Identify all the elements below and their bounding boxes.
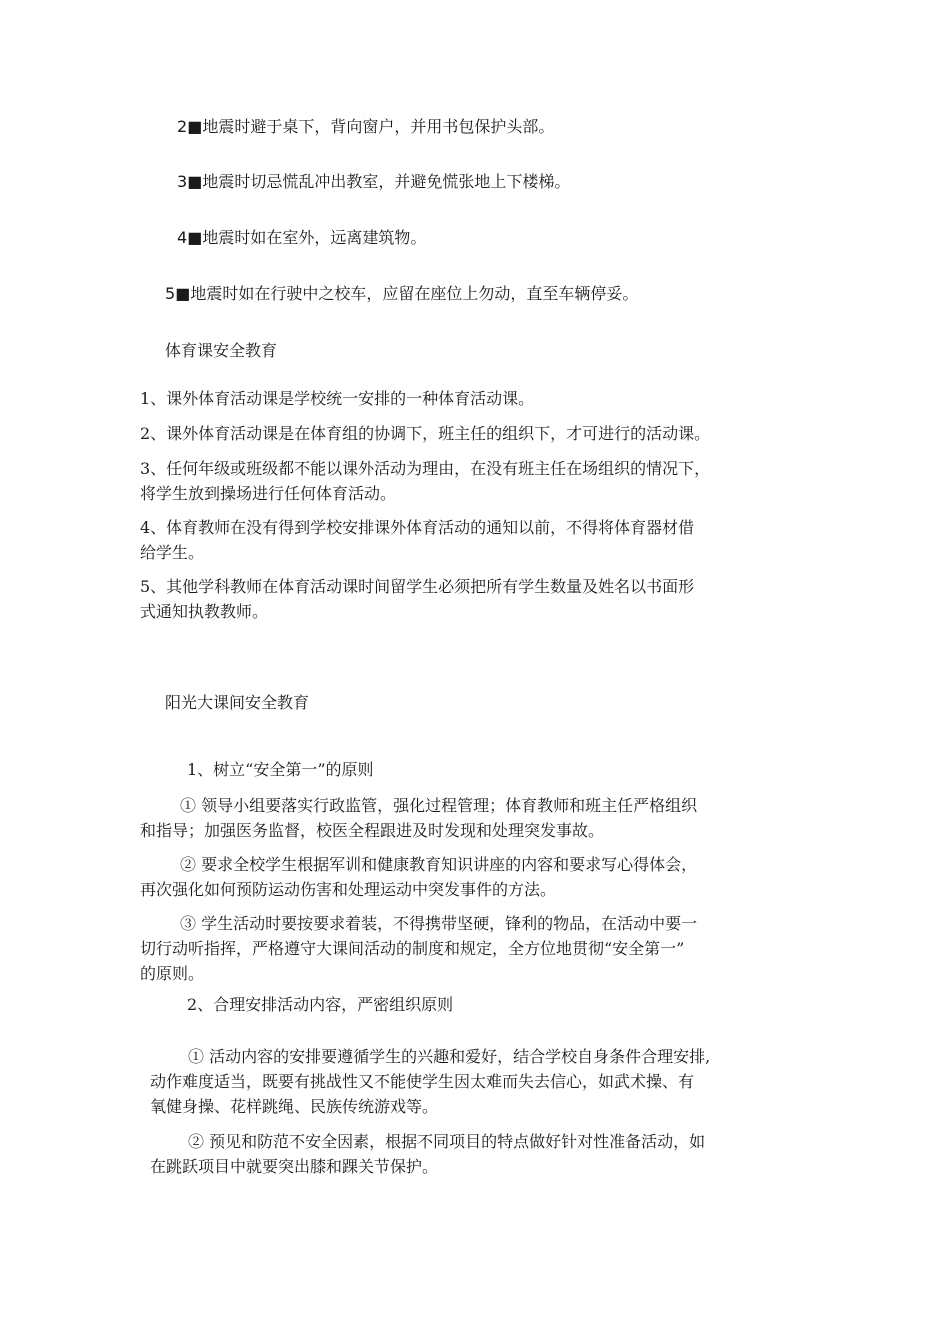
- item-text: 地震时避于桌下，背向窗户，并用书包保护头部。: [202, 117, 555, 136]
- text-line: 切行动听指挥，严格遵守大课间活动的制度和规定，全方位地贯彻“安全第一”: [140, 939, 685, 958]
- bullet-square-icon: ■: [187, 117, 203, 136]
- item-number: 3: [177, 172, 188, 191]
- text-line: 的原则。: [140, 964, 205, 983]
- text-line: 5、其他学科教师在体育活动课时间留学生必须把所有学生数量及姓名以书面形: [140, 577, 695, 596]
- text-line: 1、课外体育活动课是学校统一安排的一种体育活动课。: [140, 389, 535, 408]
- text-line: 在跳跃项目中就要突出膝和踝关节保护。: [150, 1157, 439, 1176]
- pe-rule-item: [140, 515, 694, 565]
- text-line: 动作难度适当，既要有挑战性又不能使学生因太难而失去信心，如武术操、有: [150, 1072, 695, 1091]
- text-line: 再次强化如何预防运动伤害和处理运动中突发事件的方法。: [140, 880, 557, 899]
- text-line: ② 预见和防范不安全因素，根据不同项目的特点做好针对性准备活动，如: [188, 1132, 706, 1151]
- text-line: 和指导；加强医务监督，校医全程跟进及时发现和处理突发事故。: [140, 821, 605, 840]
- text-line: 2、课外体育活动课是在体育组的协调下，班主任的组织下，才可进行的活动课。: [140, 424, 711, 443]
- item-number: 5: [165, 284, 176, 303]
- section-heading-sunshine: 阳光大课间安全教育: [165, 693, 310, 712]
- item-number: 2: [177, 117, 188, 136]
- text-line: 4、体育教师在没有得到学校安排课外体育活动的通知以前，不得将体育器材借: [140, 518, 695, 537]
- earthquake-item: [165, 283, 638, 305]
- item-text: 地震时如在室外，远离建筑物。: [202, 228, 427, 247]
- pe-rule-item: [140, 386, 534, 411]
- section-heading-pe: 体育课安全教育: [165, 341, 278, 360]
- text-line: 将学生放到操场进行任何体育活动。: [140, 484, 397, 503]
- text-line: ③ 学生活动时要按要求着装，不得携带坚硬，锋利的物品，在活动中要一: [180, 914, 698, 933]
- bullet-square-icon: ■: [187, 172, 203, 191]
- principle-item: [140, 911, 697, 986]
- pe-rule-item: [140, 456, 710, 506]
- text-line: ① 领导小组要落实行政监管，强化过程管理；体育教师和班主任严格组织: [180, 796, 698, 815]
- principle-title: 1、树立“安全第一”的原则: [187, 760, 374, 779]
- pe-rule-item: [140, 421, 710, 446]
- item-text: 地震时如在行驶中之校车，应留在座位上勿动，直至车辆停妥。: [190, 284, 639, 303]
- principle-item: [150, 1129, 705, 1179]
- pe-rule-item: [140, 574, 694, 624]
- earthquake-item: [177, 227, 426, 249]
- earthquake-item: [177, 116, 554, 138]
- principle-item: [150, 1044, 710, 1119]
- item-text: 地震时切忌慌乱冲出教室，并避免慌张地上下楼梯。: [202, 172, 571, 191]
- text-line: ② 要求全校学生根据军训和健康教育知识讲座的内容和要求写心得体会，: [180, 855, 698, 874]
- bullet-square-icon: ■: [175, 284, 191, 303]
- text-line: 给学生。: [140, 543, 205, 562]
- text-line: ① 活动内容的安排要遵循学生的兴趣和爱好，结合学校自身条件合理安排,: [188, 1047, 711, 1066]
- item-number: 4: [177, 228, 188, 247]
- principle-item: [140, 793, 697, 843]
- text-line: 氧健身操、花样跳绳、民族传统游戏等。: [150, 1097, 439, 1116]
- bullet-square-icon: ■: [187, 228, 203, 247]
- text-line: 3、任何年级或班级都不能以课外活动为理由，在没有班主任在场组织的情况下，: [140, 459, 711, 478]
- text-line: 式通知执教教师。: [140, 602, 269, 621]
- principle-item: [140, 852, 697, 902]
- principle-title: 2、合理安排活动内容，严密组织原则: [187, 995, 454, 1014]
- earthquake-item: [177, 171, 570, 193]
